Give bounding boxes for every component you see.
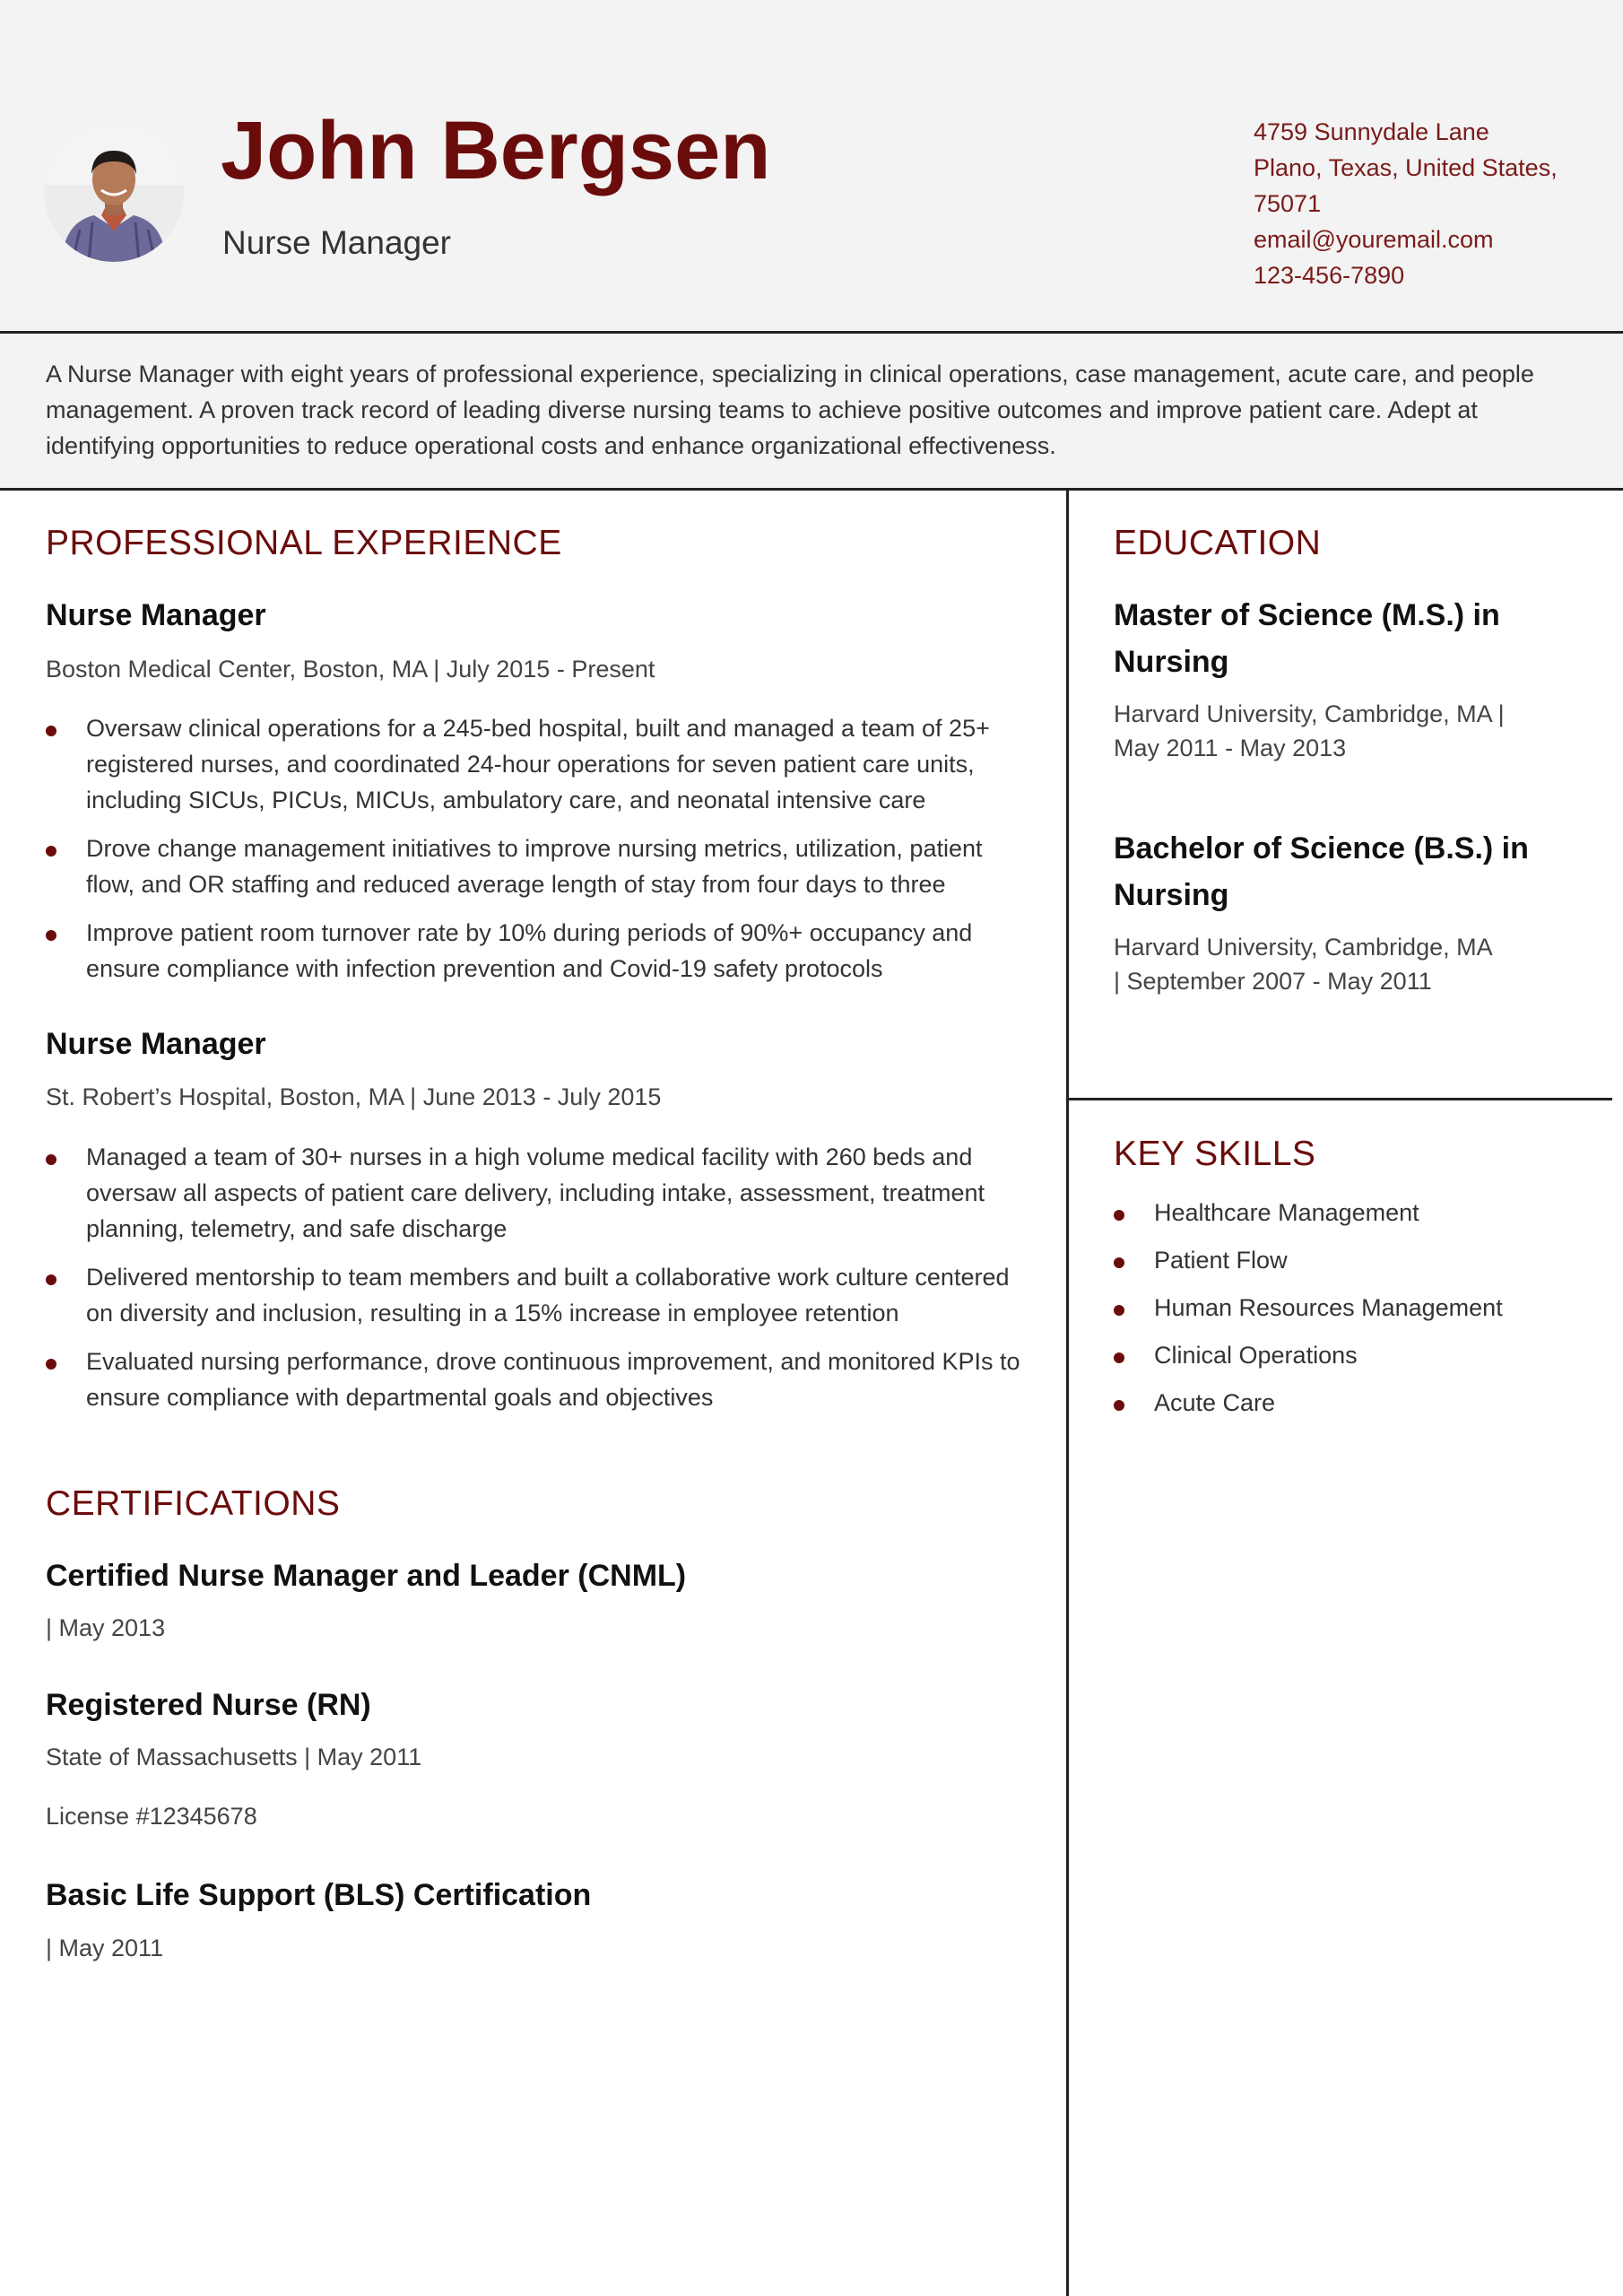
certification-meta: | May 2011 xyxy=(46,1935,164,1961)
job-meta: Boston Medical Center, Boston, MA | July 2015 - Present xyxy=(46,656,655,683)
bullet-icon xyxy=(1114,1257,1124,1268)
certification-meta: State of Massachusetts | May 2011 xyxy=(46,1744,422,1770)
bullet-icon xyxy=(1114,1210,1124,1221)
list-item xyxy=(1114,1290,1580,1326)
list-item xyxy=(46,710,1023,818)
list-item xyxy=(1114,1385,1580,1421)
candidate-title: Nurse Manager xyxy=(222,224,452,261)
skill-text: Patient Flow xyxy=(1154,1247,1288,1274)
bullet-icon xyxy=(46,726,56,736)
bullet-icon xyxy=(1114,1400,1124,1411)
list-item xyxy=(46,1259,1023,1331)
certification-title: Basic Life Support (BLS) Certification xyxy=(46,1878,592,1912)
summary-text: A Nurse Manager with eight years of professional experience, specializing in clinical operations, case management, acute care, and people management. A proven track record of leading diverse nursing teams to achieve positive outcomes and improve patient care. Adept at identifying opportunities to reduce operational costs and enhance organizational effectiveness. xyxy=(46,361,1534,459)
email-link[interactable]: email@youremail.com xyxy=(1254,226,1494,253)
bullet-text: Delivered mentorship to team members and built a collaborative work culture centered on diversity and inclusion, resulting in a 15% increase in employee retention xyxy=(86,1264,1010,1326)
bullet-icon xyxy=(46,930,56,941)
bullet-text: Drove change management initiatives to improve nursing metrics, utilization, patient flow, and OR staffing and reduced average length of stay from four days to three xyxy=(86,835,983,898)
phone-number[interactable]: 123-456-7890 xyxy=(1254,262,1405,289)
list-item xyxy=(46,831,1023,902)
job-title: Nurse Manager xyxy=(46,598,266,632)
candidate-name: John Bergsen xyxy=(221,105,771,196)
address-line-3: 75071 xyxy=(1254,190,1322,217)
person-photo-icon xyxy=(44,122,184,262)
bullet-icon xyxy=(1114,1352,1124,1363)
degree-meta: Harvard University, Cambridge, MA | May 2011 - May 2013 xyxy=(1114,700,1505,761)
job-title: Nurse Manager xyxy=(46,1027,266,1061)
job-meta: St. Robert’s Hospital, Boston, MA | June 2013 - July 2015 xyxy=(46,1083,662,1110)
list-item xyxy=(46,1344,1023,1415)
skill-text: Human Resources Management xyxy=(1154,1294,1503,1321)
contact-block xyxy=(1254,114,1612,293)
skill-text: Acute Care xyxy=(1154,1389,1276,1416)
bullet-text: Managed a team of 30+ nurses in a high volume medical facility with 260 beds and oversaw all aspects of patient care delivery, including intake, assessment, treatment planning, telemetry, and safe discharge xyxy=(86,1144,985,1242)
skill-text: Healthcare Management xyxy=(1154,1199,1419,1226)
degree-title: Bachelor of Science (B.S.) in Nursing xyxy=(1114,831,1529,912)
summary-panel xyxy=(0,334,1623,491)
job-bullets xyxy=(46,710,1023,987)
bullet-text: Improve patient room turnover rate by 10% during periods of 90%+ occupancy and ensure compliance with infection prevention and Covid-19 safety protocols xyxy=(86,919,973,982)
bullet-icon xyxy=(46,846,56,857)
column-divider xyxy=(1066,491,1069,2296)
degree-meta: Harvard University, Cambridge, MA | September 2007 - May 2011 xyxy=(1114,934,1492,995)
education-heading: EDUCATION xyxy=(1114,524,1322,562)
profile-photo xyxy=(44,122,184,262)
bullet-text: Evaluated nursing performance, drove continuous improvement, and monitored KPIs to ensure compliance with departmental goals and objectives xyxy=(86,1348,1020,1411)
list-item xyxy=(1114,1195,1580,1231)
address-line-1: 4759 Sunnydale Lane xyxy=(1254,118,1489,145)
certification-title: Registered Nurse (RN) xyxy=(46,1688,371,1722)
bullet-icon xyxy=(46,1359,56,1370)
skills-heading: KEY SKILLS xyxy=(1114,1135,1316,1173)
list-item xyxy=(46,915,1023,987)
certifications-heading: CERTIFICATIONS xyxy=(46,1484,341,1523)
resume-header xyxy=(0,0,1623,334)
list-item xyxy=(1114,1242,1580,1278)
bullet-icon xyxy=(1114,1305,1124,1316)
bullet-icon xyxy=(46,1154,56,1165)
certification-meta: | May 2013 xyxy=(46,1614,166,1641)
experience-heading: PROFESSIONAL EXPERIENCE xyxy=(46,524,562,562)
list-item xyxy=(1114,1337,1580,1373)
right-column-divider xyxy=(1069,1098,1612,1100)
certification-title: Certified Nurse Manager and Leader (CNML) xyxy=(46,1559,687,1593)
bullet-text: Oversaw clinical operations for a 245-bed hospital, built and managed a team of 25+ registered nurses, and coordinated 24-hour operations for seven patient care units, including SICUs, PICUs, MICUs, ambulatory care, and neonatal intensive care xyxy=(86,715,990,813)
skills-list xyxy=(1114,1195,1580,1421)
list-item xyxy=(46,1139,1023,1247)
job-bullets xyxy=(46,1139,1023,1415)
skill-text: Clinical Operations xyxy=(1154,1342,1358,1369)
address-line-2: Plano, Texas, United States, xyxy=(1254,154,1558,181)
bullet-icon xyxy=(46,1274,56,1285)
license-number: License #12345678 xyxy=(46,1803,257,1830)
degree-title: Master of Science (M.S.) in Nursing xyxy=(1114,598,1500,679)
